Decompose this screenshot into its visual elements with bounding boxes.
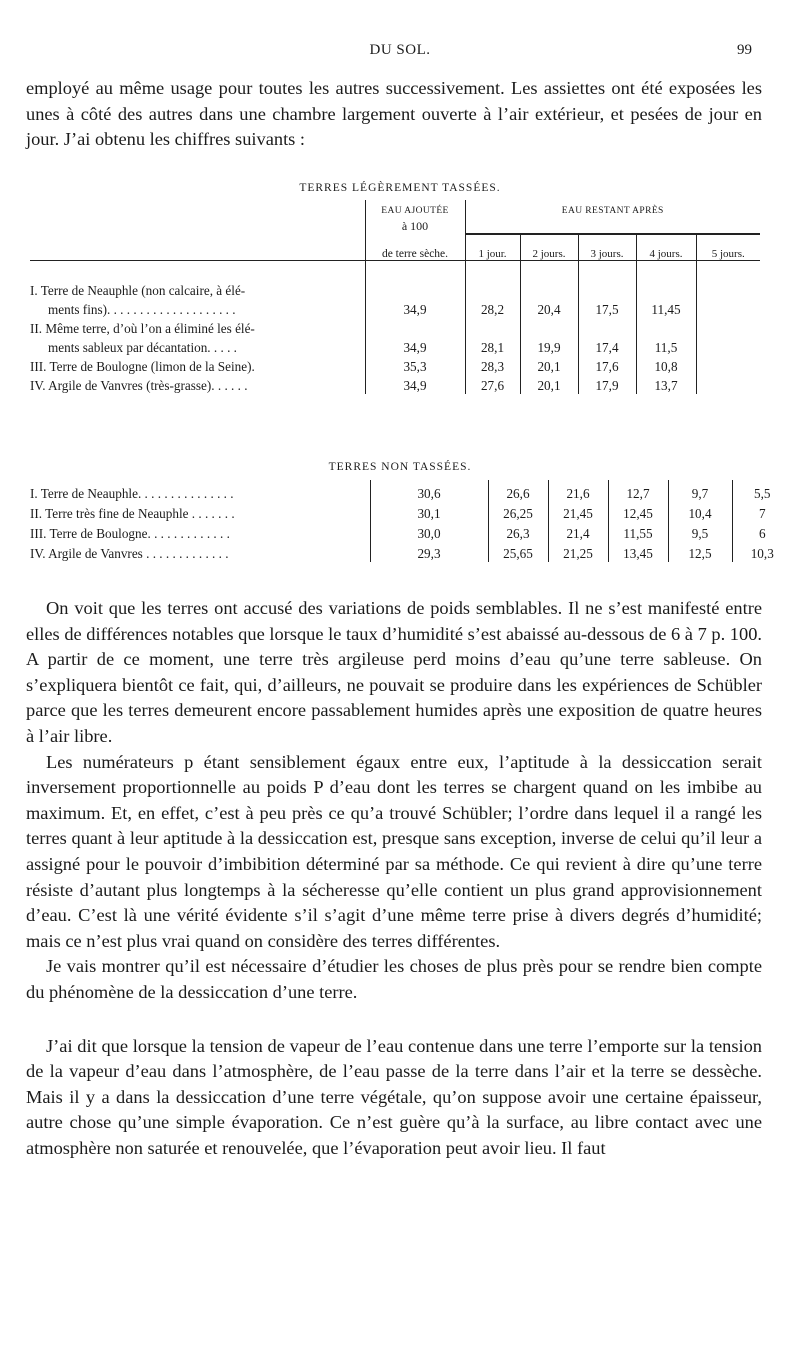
- table1-header-blank: [30, 200, 365, 216]
- table2-cell: 26,3: [488, 522, 548, 542]
- table1-row-3: [30, 356, 760, 375]
- paragraph-1: On voit que les terres ont accusé des variations de poids semblables. Il ne s’est manifesté entre elles de différences notables que lorsque le taux d’humidité s’est abaissé au-dessous de 6 à 7 p. 100. A partir de ce moment, une terre très argileuse perd moins d’eau qu’une terre sableuse. On s’expliquera bientôt ce fait, qui, d’ailleurs, ne pouvait se produire dans les expériences de Schübler parce que les terres demeurent encore passablement humides après une exposition de quatre heures à l’air libre.: [26, 598, 762, 746]
- table1-cell: 28,3: [465, 356, 520, 375]
- table2-cell: 30,1: [370, 502, 488, 522]
- page-number: 99: [737, 42, 752, 58]
- col-water-remaining: EAU RESTANT APRÈS: [465, 200, 760, 216]
- col-water-added-line3: de terre sèche.: [365, 234, 465, 260]
- table2-cell: 12,7: [608, 480, 668, 502]
- table2-cell: 21,6: [548, 480, 608, 502]
- table1-cell: [696, 337, 760, 356]
- table1-cell: 17,5: [578, 299, 636, 318]
- table1-row-1b: [30, 299, 760, 318]
- table1-row-label: I. Terre de Neauphle (non calcaire, à élé-: [30, 283, 246, 298]
- table1-cell: 34,9: [365, 299, 465, 318]
- table1-title: TERRES LÉGÈREMENT TASSÉES.: [299, 182, 501, 194]
- table2-cell: 5,5: [732, 480, 792, 502]
- table1-cell: 10,8: [636, 356, 696, 375]
- table2-cell: 10,4: [668, 502, 732, 522]
- table1-cell: 27,6: [465, 375, 520, 394]
- table1-row-label-cont: ments fins). . . . . . . . . . . . . . . . . . . .: [48, 302, 236, 317]
- table1-cell: 19,9: [520, 337, 578, 356]
- paragraph-4: J’ai dit que lorsque la tension de vapeur de l’eau contenue dans une terre l’emporte sur la tension de la vapeur d’eau dans l’atmosphère, de l’eau passe de la terre dans l’air et la terre se dessèche. Mais il y a dans la dessiccation d’une terre végétale, qu’on suppose avoir une certaine épaisseur, autre chose qu’une simple évaporation. Ce n’est guère qu’à la surface, au libre contact avec une atmosphère non saturée et renouvelée, que l’évaporation peut avoir lieu. Il faut: [26, 1035, 762, 1158]
- table2-row-2: [30, 502, 792, 522]
- body-text: [26, 596, 762, 1161]
- col-day-1: 1 jour.: [465, 234, 520, 260]
- table1-cell: 11,5: [636, 337, 696, 356]
- table2-cell: 7: [732, 502, 792, 522]
- table2-cell: 25,65: [488, 542, 548, 562]
- table2-cell: 29,3: [370, 542, 488, 562]
- table2-cell: 26,25: [488, 502, 548, 522]
- table2-row-label: IV. Argile de Vanvres . . . . . . . . . . . . .: [30, 546, 229, 561]
- table1-cell: [696, 299, 760, 318]
- table2-row-label: III. Terre de Boulogne. . . . . . . . . . . . .: [30, 526, 230, 541]
- table1-cell: 17,4: [578, 337, 636, 356]
- col-day-2: 2 jours.: [520, 234, 578, 260]
- table1-cell: 34,9: [365, 375, 465, 394]
- table2-title: TERRES NON TASSÉES.: [328, 461, 472, 473]
- table2-cell: 12,45: [608, 502, 668, 522]
- paragraph-2: Les numérateurs p étant sensiblement égaux entre eux, l’aptitude à la dessiccation serait inversement proportionnelle au poids P d’eau dont les terres se chargent quand on les imbibe au maximum. Et, en effet, c’est à peu près ce qu’a trouvé Schübler; l’ordre dans lequel il a rangé les terres quant à leur aptitude à la dessiccation est, presque sans exception, inverse de celui qu’il leur a assigné pour le pouvoir d’imbibition déterminé par sa méthode. Ce qui revient à dire qu’une terre résiste d’autant plus longtemps à la sécheresse qu’elle contient un plus grand approvisionnement d’eau. C’est là une vérité évidente s’il s’agit d’une même terre prise à divers degrés d’humidité; mais ce n’est plus vrai quand on considère des terres différentes.: [26, 751, 762, 951]
- table-not-packed: [30, 480, 792, 562]
- col-day-5: 5 jours.: [696, 234, 760, 260]
- table2-cell: 26,6: [488, 480, 548, 502]
- table1-cell: 20,1: [520, 356, 578, 375]
- table2-cell: 21,45: [548, 502, 608, 522]
- table1-cell: 28,1: [465, 337, 520, 356]
- table2-cell: 9,5: [668, 522, 732, 542]
- intro-paragraph: [26, 76, 762, 153]
- running-head-title: DU SOL.: [369, 42, 431, 58]
- table1-row-label-cont: ments sableux par décantation. . . . .: [48, 340, 237, 355]
- table1-cell: 28,2: [465, 299, 520, 318]
- table2-cell: 6: [732, 522, 792, 542]
- table2-cell: 13,45: [608, 542, 668, 562]
- table2-row-3: [30, 522, 792, 542]
- table2-cell: 12,5: [668, 542, 732, 562]
- table1-row-1a: [30, 280, 760, 299]
- col-day-3: 3 jours.: [578, 234, 636, 260]
- table2-cell: 9,7: [668, 480, 732, 502]
- table1-row-label: IV. Argile de Vanvres (très-grasse). . . . . .: [30, 378, 248, 393]
- table2-cell: 11,55: [608, 522, 668, 542]
- col-day-4: 4 jours.: [636, 234, 696, 260]
- table2-cell: 21,25: [548, 542, 608, 562]
- table1-cell: 13,7: [636, 375, 696, 394]
- table2-cell: 30,6: [370, 480, 488, 502]
- table1-cell: 34,9: [365, 337, 465, 356]
- table1-cell: 20,1: [520, 375, 578, 394]
- table-lightly-packed: [30, 200, 760, 394]
- table2-row-label: II. Terre très fine de Neauphle . . . . . . .: [30, 506, 235, 521]
- table2-row-1: [30, 480, 792, 502]
- table2-cell: 21,4: [548, 522, 608, 542]
- table1-cell: 17,6: [578, 356, 636, 375]
- table1-row-2a: [30, 318, 760, 337]
- col-water-added-line1: EAU AJOUTÉE: [365, 200, 465, 216]
- table1-cell: 11,45: [636, 299, 696, 318]
- table2-row-label: I. Terre de Neauphle. . . . . . . . . . . . . . .: [30, 486, 234, 501]
- table1-row-2b: [30, 337, 760, 356]
- table1-row-4: [30, 375, 760, 394]
- table1-cell: 35,3: [365, 356, 465, 375]
- col-water-added-line2: à 100: [365, 216, 465, 234]
- table2-cell: 30,0: [370, 522, 488, 542]
- table2-row-4: [30, 542, 792, 562]
- paragraph-3: Je vais montrer qu’il est nécessaire d’étudier les choses de plus près pour se rendre bien compte du phénomène de la dessiccation d’une terre.: [26, 956, 762, 1002]
- table1-cell: 17,9: [578, 375, 636, 394]
- table1-cell: 20,4: [520, 299, 578, 318]
- table1-row-label: II. Même terre, d’où l’on a éliminé les élé-: [30, 321, 255, 336]
- intro-text: employé au même usage pour toutes les autres successivement. Les assiettes ont été exposées les unes à côté des autres dans une chambre largement ouverte à l’air extérieur, et pesées de jour en jour. J’ai obtenu les chiffres suivants :: [26, 78, 762, 150]
- table2-cell: 10,3: [732, 542, 792, 562]
- table1-cell: [696, 375, 760, 394]
- table1-row-label: III. Terre de Boulogne (limon de la Seine).: [30, 359, 255, 374]
- table1-cell: [696, 356, 760, 375]
- running-head: [30, 42, 770, 66]
